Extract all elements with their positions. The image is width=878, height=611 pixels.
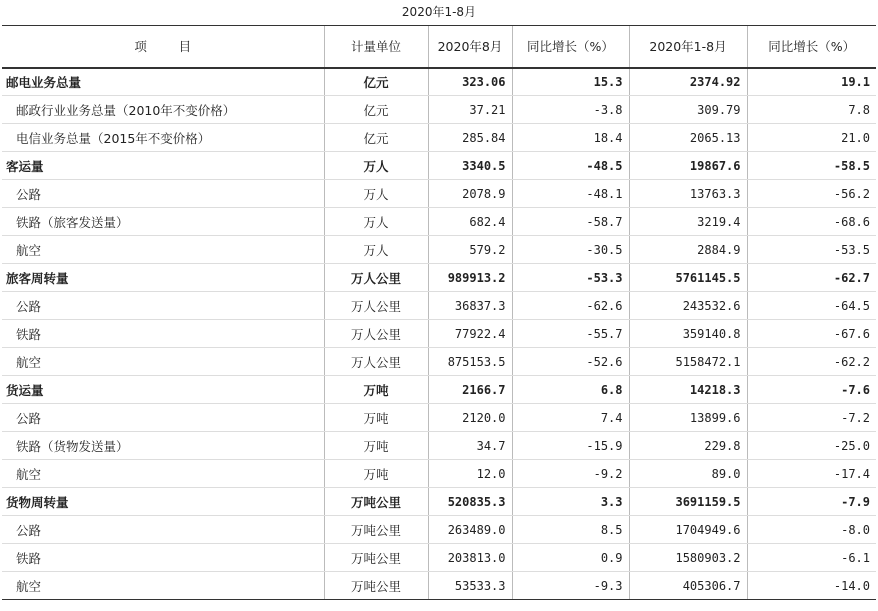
row-unit: 万吨 (324, 432, 428, 460)
row-ytd-yoy: -8.0 (747, 516, 876, 544)
row-ytd-value: 1704949.6 (629, 516, 747, 544)
table-row (2, 544, 876, 572)
table-row (2, 124, 876, 152)
row-aug-value: 36837.3 (428, 292, 512, 320)
row-ytd-value: 229.8 (629, 432, 747, 460)
row-ytd-yoy: -62.2 (747, 348, 876, 376)
row-name: 航空 (2, 460, 324, 488)
row-ytd-yoy: -14.0 (747, 572, 876, 600)
row-aug-yoy: 3.3 (512, 488, 629, 516)
row-aug-value: 579.2 (428, 236, 512, 264)
table-row (2, 320, 876, 348)
row-aug-value: 34.7 (428, 432, 512, 460)
row-ytd-value: 5158472.1 (629, 348, 747, 376)
row-aug-yoy: -58.7 (512, 208, 629, 236)
row-unit: 万吨公里 (324, 572, 428, 600)
row-ytd-value: 309.79 (629, 96, 747, 124)
row-aug-yoy: -48.1 (512, 180, 629, 208)
header-aug: 2020年8月 (428, 26, 512, 68)
row-aug-value: 875153.5 (428, 348, 512, 376)
row-ytd-yoy: -58.5 (747, 152, 876, 180)
row-aug-value: 682.4 (428, 208, 512, 236)
row-unit: 万吨公里 (324, 488, 428, 516)
row-unit: 万吨 (324, 404, 428, 432)
row-ytd-value: 3691159.5 (629, 488, 747, 516)
row-unit: 万人 (324, 180, 428, 208)
row-ytd-value: 359140.8 (629, 320, 747, 348)
table-row (2, 292, 876, 320)
row-unit: 亿元 (324, 96, 428, 124)
row-unit: 万人 (324, 236, 428, 264)
row-aug-value: 520835.3 (428, 488, 512, 516)
table-row-category (2, 68, 876, 96)
row-name: 航空 (2, 236, 324, 264)
row-aug-value: 203813.0 (428, 544, 512, 572)
row-aug-yoy: 8.5 (512, 516, 629, 544)
row-name: 公路 (2, 516, 324, 544)
row-aug-yoy: -52.6 (512, 348, 629, 376)
row-ytd-value: 13763.3 (629, 180, 747, 208)
table-row (2, 572, 876, 600)
row-aug-yoy: 6.8 (512, 376, 629, 404)
row-aug-yoy: -48.5 (512, 152, 629, 180)
row-name: 铁路 (2, 320, 324, 348)
table-row (2, 516, 876, 544)
table-row (2, 404, 876, 432)
row-ytd-value: 405306.7 (629, 572, 747, 600)
row-aug-value: 285.84 (428, 124, 512, 152)
row-aug-yoy: -30.5 (512, 236, 629, 264)
row-ytd-value: 3219.4 (629, 208, 747, 236)
row-unit: 万人公里 (324, 264, 428, 292)
row-ytd-value: 2374.92 (629, 68, 747, 96)
row-aug-value: 2078.9 (428, 180, 512, 208)
row-aug-value: 323.06 (428, 68, 512, 96)
row-name: 客运量 (2, 152, 324, 180)
row-ytd-yoy: -56.2 (747, 180, 876, 208)
row-ytd-yoy: 21.0 (747, 124, 876, 152)
row-name: 货物周转量 (2, 488, 324, 516)
row-name: 铁路（货物发送量） (2, 432, 324, 460)
row-aug-value: 263489.0 (428, 516, 512, 544)
row-name: 邮电业务总量 (2, 68, 324, 96)
row-name: 航空 (2, 348, 324, 376)
header-ytd-yoy: 同比增长（%） (747, 26, 876, 68)
table-row (2, 208, 876, 236)
table-row (2, 460, 876, 488)
row-aug-yoy: 7.4 (512, 404, 629, 432)
row-name: 货运量 (2, 376, 324, 404)
statistics-table (2, 25, 876, 600)
table-body (2, 68, 876, 600)
row-aug-value: 2120.0 (428, 404, 512, 432)
row-unit: 万吨 (324, 460, 428, 488)
row-ytd-value: 2884.9 (629, 236, 747, 264)
row-ytd-value: 1580903.2 (629, 544, 747, 572)
row-aug-value: 3340.5 (428, 152, 512, 180)
row-name: 公路 (2, 180, 324, 208)
row-aug-yoy: -53.3 (512, 264, 629, 292)
row-ytd-yoy: -7.2 (747, 404, 876, 432)
row-unit: 万人公里 (324, 320, 428, 348)
row-name: 电信业务总量（2015年不变价格） (2, 124, 324, 152)
header-item (2, 26, 324, 68)
row-aug-yoy: -9.2 (512, 460, 629, 488)
row-aug-yoy: -3.8 (512, 96, 629, 124)
table-caption: 2020年1-8月 (401, 5, 477, 19)
row-ytd-yoy: -6.1 (747, 544, 876, 572)
row-unit: 万人 (324, 208, 428, 236)
row-ytd-yoy: -25.0 (747, 432, 876, 460)
row-name: 铁路（旅客发送量） (2, 208, 324, 236)
row-aug-yoy: 0.9 (512, 544, 629, 572)
table-row (2, 96, 876, 124)
table-header (2, 26, 876, 68)
table-row-category (2, 264, 876, 292)
row-aug-value: 53533.3 (428, 572, 512, 600)
row-ytd-value: 19867.6 (629, 152, 747, 180)
row-ytd-yoy: -64.5 (747, 292, 876, 320)
row-ytd-value: 243532.6 (629, 292, 747, 320)
row-ytd-yoy: -53.5 (747, 236, 876, 264)
row-unit: 亿元 (324, 68, 428, 96)
row-name: 旅客周转量 (2, 264, 324, 292)
row-aug-value: 2166.7 (428, 376, 512, 404)
header-unit: 计量单位 (324, 26, 428, 68)
row-name: 航空 (2, 572, 324, 600)
row-name: 邮政行业业务总量（2010年不变价格） (2, 96, 324, 124)
header-aug-yoy: 同比增长（%） (512, 26, 629, 68)
row-aug-yoy: 15.3 (512, 68, 629, 96)
row-aug-yoy: -9.3 (512, 572, 629, 600)
table-row-category (2, 376, 876, 404)
row-aug-value: 37.21 (428, 96, 512, 124)
row-unit: 万吨 (324, 376, 428, 404)
row-name: 公路 (2, 404, 324, 432)
row-ytd-yoy: -68.6 (747, 208, 876, 236)
row-aug-yoy: -62.6 (512, 292, 629, 320)
row-ytd-yoy: 19.1 (747, 68, 876, 96)
row-aug-value: 12.0 (428, 460, 512, 488)
row-ytd-value: 14218.3 (629, 376, 747, 404)
table-row-category (2, 488, 876, 516)
row-aug-yoy: -15.9 (512, 432, 629, 460)
row-ytd-value: 13899.6 (629, 404, 747, 432)
row-name: 铁路 (2, 544, 324, 572)
header-item-label: 项 目 (134, 39, 192, 55)
header-row (2, 26, 876, 68)
row-ytd-value: 5761145.5 (629, 264, 747, 292)
header-ytd: 2020年1-8月 (629, 26, 747, 68)
row-unit: 万吨公里 (324, 516, 428, 544)
row-unit: 万人 (324, 152, 428, 180)
row-ytd-yoy: -62.7 (747, 264, 876, 292)
row-ytd-yoy: -7.6 (747, 376, 876, 404)
row-ytd-yoy: 7.8 (747, 96, 876, 124)
row-aug-yoy: 18.4 (512, 124, 629, 152)
row-ytd-value: 89.0 (629, 460, 747, 488)
row-aug-yoy: -55.7 (512, 320, 629, 348)
row-aug-value: 77922.4 (428, 320, 512, 348)
row-ytd-yoy: -17.4 (747, 460, 876, 488)
table-row-category (2, 152, 876, 180)
row-unit: 万人公里 (324, 348, 428, 376)
row-ytd-yoy: -7.9 (747, 488, 876, 516)
table-row (2, 236, 876, 264)
row-ytd-yoy: -67.6 (747, 320, 876, 348)
table-row (2, 348, 876, 376)
table-row (2, 432, 876, 460)
table-row (2, 180, 876, 208)
row-ytd-value: 2065.13 (629, 124, 747, 152)
row-aug-value: 989913.2 (428, 264, 512, 292)
row-unit: 万人公里 (324, 292, 428, 320)
row-unit: 亿元 (324, 124, 428, 152)
row-unit: 万吨公里 (324, 544, 428, 572)
row-name: 公路 (2, 292, 324, 320)
